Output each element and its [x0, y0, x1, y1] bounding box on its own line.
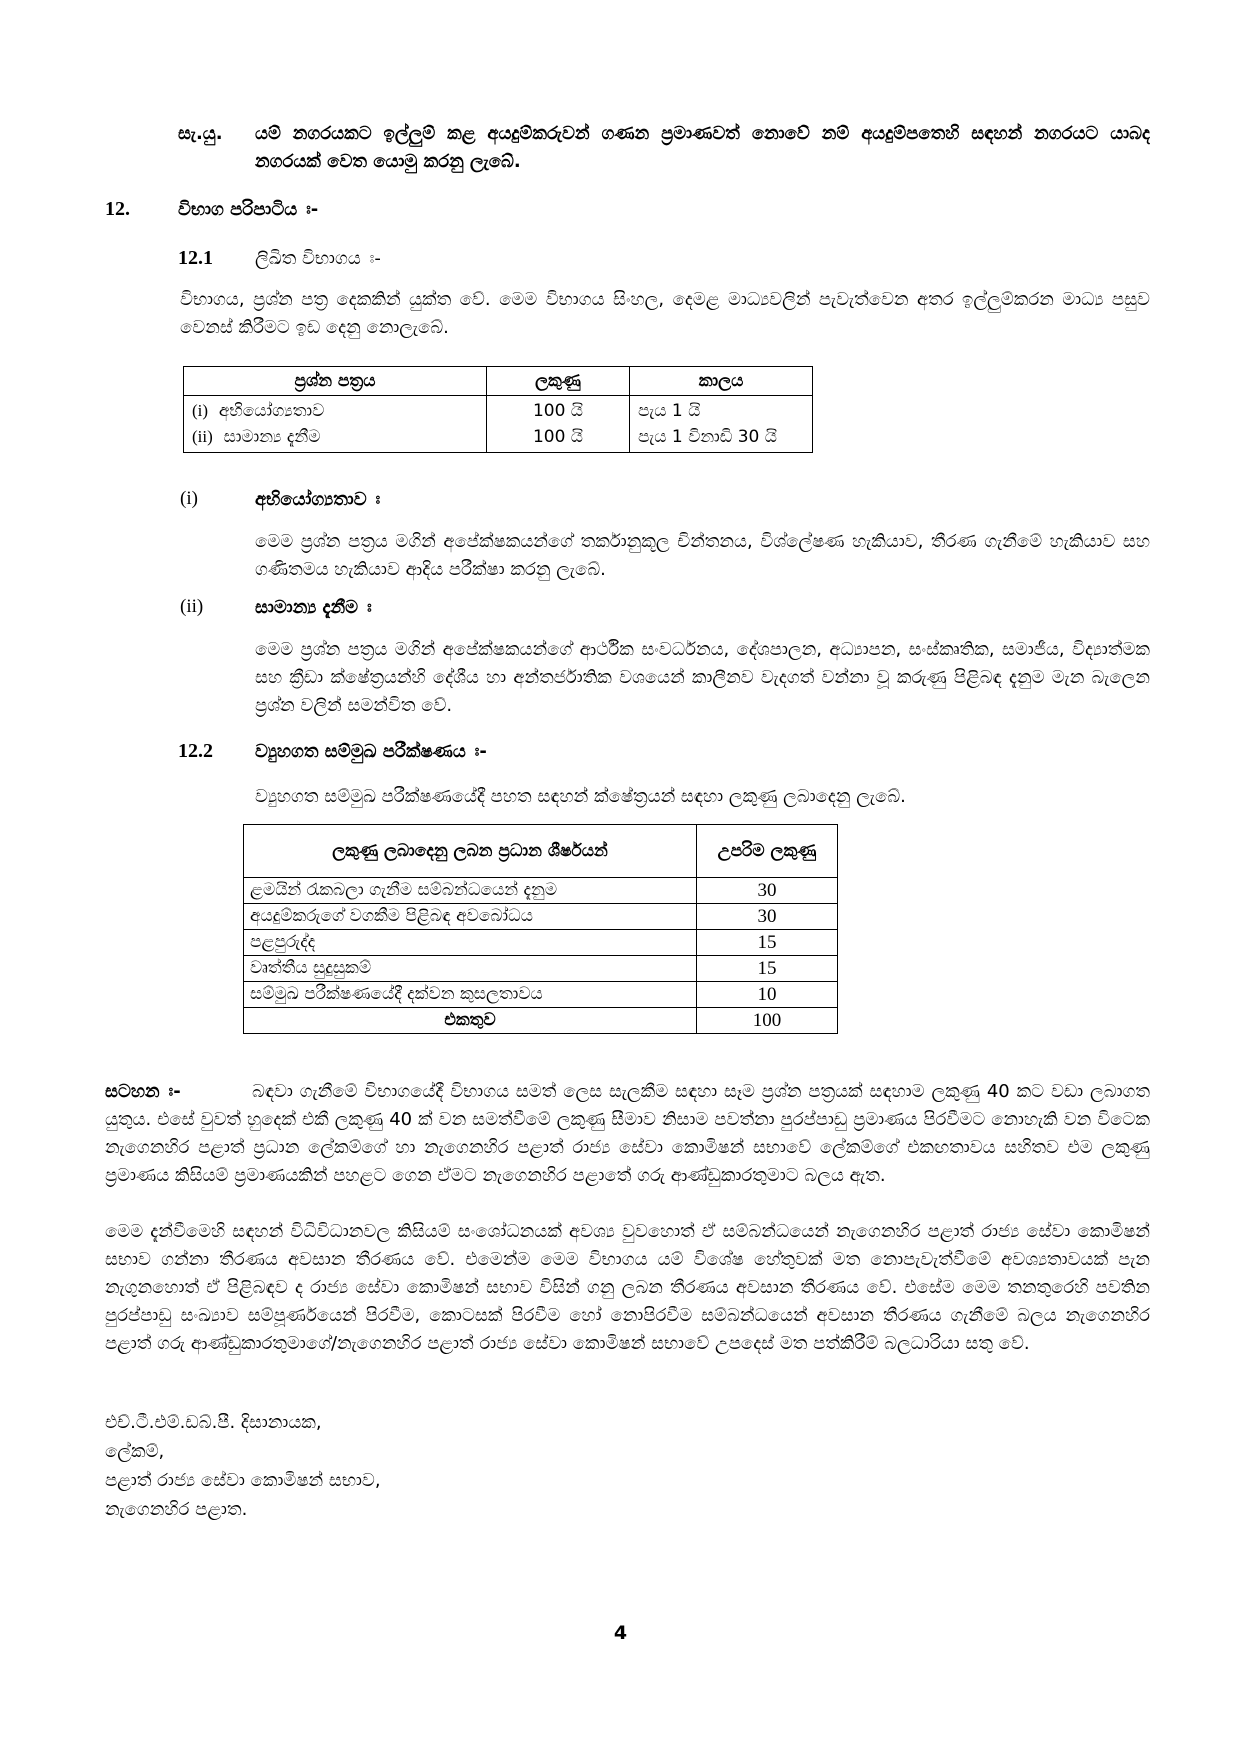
exam-table-marks-cell [487, 396, 630, 453]
exam-table-header-row [184, 367, 813, 396]
paper-name: සාමාන්‍ය දැනීම [223, 427, 321, 447]
marks-cell: 15 [697, 930, 838, 956]
paper-ii-number: (ii) [180, 596, 204, 617]
section-12-title: විභාග පරිපාටිය ඃ- [178, 199, 319, 220]
exam-table-header-paper: ප්‍රශ්න පත්‍රය [184, 367, 487, 396]
signatory-organization: පළාත් රාජ්‍ය සේවා කොමිෂන් සභාව, [105, 1470, 381, 1491]
note-label: සටහන ඃ- [105, 1078, 187, 1106]
section-12-1-paragraph: විභාගය, ප්‍රශ්න පත්‍ර දෙකකින් යුක්ත වේ. මෙම විභාගය සිංහල, දෙමළ මාධ්‍යවලින් පැවැත්වෙන අතර ඉල්ලුම්කරන මාධ්‍ය පසුව වෙනස් කිරීමට ඉඩ දෙනු නොලැබේ. [180, 289, 1150, 338]
marks-cell: 30 [697, 878, 838, 904]
section-12-2-title: ව්‍යුහගත සම්මුඛ පරීක්ෂණය ඃ- [255, 741, 487, 762]
paper-time: පැය 1 විනාඩි 30 යි [638, 427, 777, 447]
marks-cell: 15 [697, 956, 838, 982]
total-row [244, 1008, 838, 1034]
marks-cell: 10 [697, 982, 838, 1008]
criteria-cell: අයදුම්කරුගේ වගකීම පිළිබඳ අවබෝධය [244, 904, 697, 930]
marks-cell: 30 [697, 904, 838, 930]
exam-table-header-marks: ලකුණු [487, 367, 630, 396]
paper-name: අභියෝග්‍යතාව [218, 401, 325, 421]
paper-number: (ii) [192, 427, 213, 446]
page-number: 4 [613, 1622, 628, 1644]
top-note-label: සැ.යු. [178, 123, 223, 144]
paper-i-number: (i) [180, 488, 198, 509]
table-row [244, 956, 838, 982]
paper-time: පැය 1 යි [638, 401, 701, 421]
section-12-2-paragraph: ව්‍යුහගත සම්මුඛ පරීක්ෂණයේදී පහත සඳහන් ක්ෂේත්‍රයන් සඳහා ලකුණු ලබාදෙනු ලැබේ. [255, 786, 906, 807]
table-row [244, 982, 838, 1008]
section-12-number: 12. [105, 198, 130, 220]
criteria-cell: වෘත්තීය සුදුසුකම් [244, 956, 697, 982]
paper-i-title: අභියෝග්‍යතාව ඃ [255, 489, 381, 510]
exam-table-paper-cell [184, 396, 487, 453]
paper-i-text: මෙම ප්‍රශ්න පත්‍රය මගින් අපේක්ෂකයන්ගේ තර්කානුකූල චින්තනය, විශ්ලේෂණ හැකියාව, තීරණ ගැනීමේ හැකියාව සහ ගණිතමය හැකියාව ආදිය පරීක්ෂා කරනු ලැබේ. [255, 531, 1150, 580]
closing-paragraph: මෙම දැන්වීමෙහි සඳහන් විධිවිධානවල කිසියම් සංශෝධනයක් අවශ්‍ය වුවහොත් ඒ සම්බන්ධයෙන් නැගෙනහිර පළාත් රාජ්‍ය සේවා කොමිෂන් සභාව ගන්නා තීරණය අවසාන තීරණය වේ. එමෙන්ම මෙම විභාගය යම් විශේෂ හේතුවක් මත නොපැවැත්වීමේ අවශ්‍යතාවයක් පැන නැගුනහොත් ඒ පිළිබඳව ද රාජ්‍ය සේවා කොමිෂන් සභාව විසින් ගනු ලබන තීරණය අවසාන තීරණය වේ. එසේම මෙම තනතුරෙහි පවතින පුරප්පාඩු සංඛ්‍යාව සම්පූර්ණයෙන් පිරවීම, කොටසක් පිරවීම හෝ නොපිරවීම සම්බන්ධයෙන් අවසාන තීරණය ගැනීමේ බලය නැගෙනහිර පළාත් ගරු ආණ්ඩුකාරතුමාගේ/නැගෙනහිර පළාත් රාජ්‍ය සේවා කොමිෂන් සභාවේ උපදෙස් මත පත්කිරීම් බලධාරියා සතු වේ. [105, 1221, 1150, 1354]
section-12-1-number: 12.1 [178, 247, 213, 269]
section-12-1-title: ලිඛිත විභාගය ඃ- [255, 248, 381, 269]
top-note-text: යම් නගරයකට ඉල්ලුම් කළ අයදුම්කරුවන් ගණන ප්‍රමාණවත් නොවේ නම් අයදුම්පතෙහි සඳහන් නගරයට යාබද නගරයක් වෙත යොමු කරනු ලැබේ. [255, 123, 1150, 172]
total-label: එකතුව [244, 1008, 697, 1034]
note-text: බඳවා ගැනීමේ විභාගයේදී විභාගය සමත් ලෙස සැලකීම සඳහා සෑම ප්‍රශ්න පත්‍රයක් සඳහාම ලකුණු 40 කට වඩා ලබාගත යුතුය. එසේ වුවත් හුදෙක් එකී ලකුණු 40 ක් වන සමත්වීමේ ලකුණු සීමාව නිසාම පවත්නා පුරප්පාඩු ප්‍රමාණය පිරවීමට නොහැකි වන විටෙක නැගෙනහිර පළාත් ප්‍රධාන ලේකම්ගේ හා නැගෙනහිර පළාත් රාජ්‍ය සේවා කොමිෂන් සභාවේ ලේකම්ගේ එකඟතාවය සහිතව එම ලකුණු ප්‍රමාණය කිසියම් ප්‍රමාණයකින් පහළට ගෙන ඒමට නැගෙනහිර පළාතේ ගරු ආණ්ඩුකාරතුමාට බලය ඇත. [105, 1081, 1150, 1186]
exam-table-row [184, 396, 813, 453]
signatory-name: එච්.ටී.එම්.ඩබ්.පී. දිසානායක, [105, 1412, 322, 1433]
exam-table-header-time: කාලය [630, 367, 813, 396]
section-12-2-number: 12.2 [178, 740, 213, 762]
marks-table-header-row [244, 825, 838, 878]
signature-block [105, 1408, 381, 1524]
marks-table-header-criteria: ලකුණු ලබාදෙනු ලබන ප්‍රධාන ශීර්ෂයන් [244, 825, 697, 878]
signatory-province: නැගෙනහිර පළාත. [105, 1499, 248, 1520]
exam-papers-table [183, 366, 813, 453]
interview-marks-table [243, 824, 838, 1034]
paper-ii-text: මෙම ප්‍රශ්න පත්‍රය මගින් අපේක්ෂකයන්ගේ ආර්ථික සංවර්ධනය, දේශපාලන, අධ්‍යාපන, සංස්කෘතික, සමාජීය, විද්‍යාත්මක සහ ක්‍රීඩා ක්ෂේත්‍රයන්හි දේශීය හා අන්තර්ජාතික වශයෙන් කාලීනව වැදගත් වන්නා වූ කරුණු පිළිබඳ දැනුම මැන බැලෙන ප්‍රශ්න වලින් සමන්විත වේ. [255, 639, 1150, 716]
table-row [244, 878, 838, 904]
paper-marks: 100 යි [532, 401, 584, 421]
signatory-title: ලේකම්, [105, 1441, 165, 1462]
paper-ii-title: සාමාන්‍ය දැනීම ඃ [255, 597, 372, 618]
marks-table-header-max: උපරිම ලකුණු [697, 825, 838, 878]
criteria-cell: පළපුරුද්ද [244, 930, 697, 956]
paper-marks: 100 යි [532, 427, 584, 447]
table-row [244, 904, 838, 930]
criteria-cell: සම්මුඛ පරීක්ෂණයේදී දක්වන කුසලතාවය [244, 982, 697, 1008]
criteria-cell: ළමයින් රැකබලා ගැනීම සම්බන්ධයෙන් දැනුම [244, 878, 697, 904]
table-row [244, 930, 838, 956]
paper-number: (i) [192, 401, 209, 420]
exam-table-time-cell [630, 396, 813, 453]
total-marks: 100 [697, 1008, 838, 1034]
